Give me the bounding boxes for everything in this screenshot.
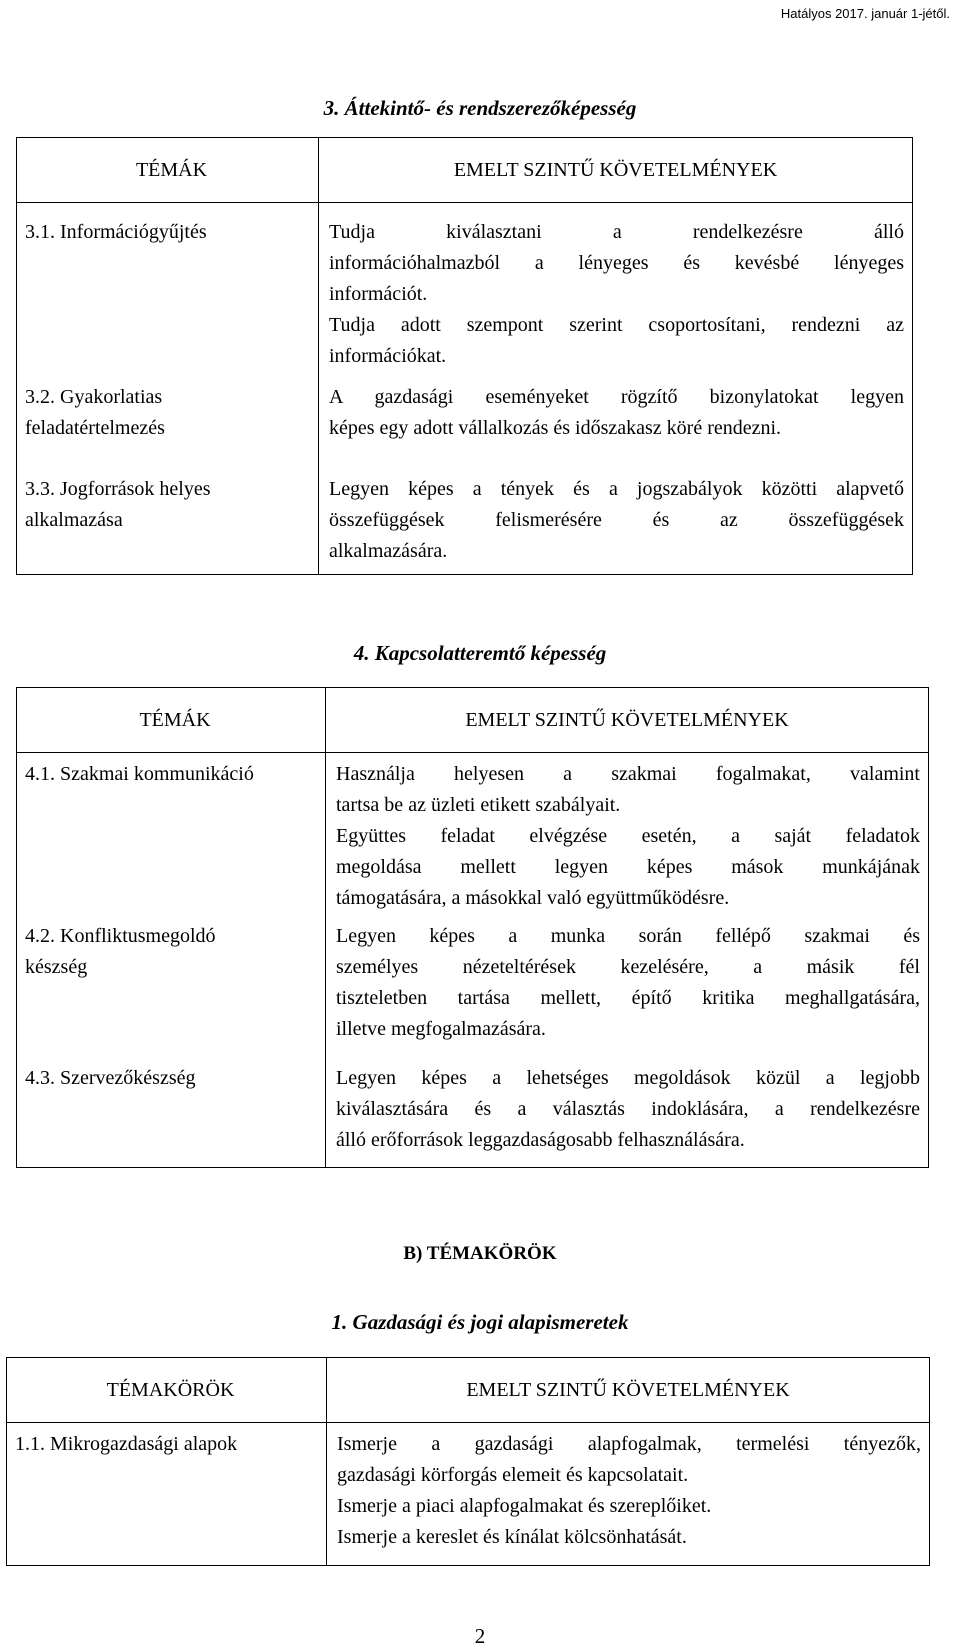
section-b1-title: 1. Gazdasági és jogi alapismeretek	[331, 1310, 629, 1334]
topic-cell	[17, 203, 319, 373]
topic-cell	[17, 372, 319, 472]
topic-cell	[17, 472, 319, 575]
requirement-line: Legyen képes a tények és a jogszabályok közötti alapvető	[329, 478, 904, 500]
topic-line: 4.1. Szakmai kommunikáció	[25, 763, 254, 785]
validity-note: Hatályos 2017. január 1-jétől.	[780, 6, 950, 21]
table-row	[17, 203, 913, 373]
requirement-line: Ismerje a gazdasági alapfogalmak, termelési tényezők,	[337, 1433, 921, 1455]
requirement-line: képes egy adott vállalkozás és időszakasz köré rendezni.	[329, 417, 782, 439]
requirement-line: gazdasági körforgás elemeit és kapcsolatait.	[337, 1464, 689, 1486]
requirement-cell	[326, 919, 929, 1061]
requirement-line: megoldása mellett legyen képes mások munkájának	[336, 856, 920, 878]
topic-cell	[17, 753, 326, 920]
page-number: 2	[474, 1624, 486, 1648]
topic-line: 3.1. Információgyűjtés	[25, 221, 207, 243]
requirement-line: Együttes feladat elvégzése esetén, a saját feladatok	[336, 825, 920, 847]
requirement-cell	[326, 1061, 929, 1168]
topic-line: 1.1. Mikrogazdasági alapok	[15, 1433, 238, 1455]
column-header-topics: TÉMÁK	[17, 138, 319, 203]
table-row	[17, 753, 929, 920]
requirement-line: Használja helyesen a szakmai fogalmakat, valamint	[336, 763, 920, 785]
topic-cell	[17, 919, 326, 1061]
requirement-line: Legyen képes a munka során fellépő szakmai és	[336, 925, 920, 947]
table-header-row	[7, 1358, 930, 1423]
requirement-line: kiválasztására és a választás indoklására, a rendelkezésre	[336, 1098, 920, 1120]
section-3-table	[16, 137, 913, 575]
part-b-title: B) TÉMAKÖRÖK	[403, 1243, 557, 1264]
topic-line: 4.2. Konfliktusmegoldó	[25, 925, 216, 947]
requirement-line: információhalmazból a lényeges és kevésbé lényeges	[329, 252, 904, 274]
requirement-cell	[327, 1423, 930, 1566]
topic-cell	[17, 1061, 326, 1168]
topic-line: készség	[25, 956, 88, 978]
requirement-line: Ismerje a piaci alapfogalmakat és szereplőiket.	[337, 1495, 712, 1517]
section-3-title: 3. Áttekintő- és rendszerezőképesség	[323, 96, 637, 120]
table-row	[7, 1423, 930, 1566]
column-header-requirements: EMELT SZINTŰ KÖVETELMÉNYEK	[327, 1358, 930, 1423]
table-row	[17, 919, 929, 1061]
column-header-requirements: EMELT SZINTŰ KÖVETELMÉNYEK	[326, 688, 929, 753]
table-header-row	[17, 138, 913, 203]
requirement-line: alkalmazására.	[329, 540, 448, 562]
requirement-cell	[319, 472, 913, 575]
requirement-line: Legyen képes a lehetséges megoldások közül a legjobb	[336, 1067, 920, 1089]
table-row	[17, 1061, 929, 1168]
requirement-line: A gazdasági eseményeket rögzítő bizonylatokat legyen	[329, 386, 904, 408]
table-row	[17, 372, 913, 472]
column-header-requirements: EMELT SZINTŰ KÖVETELMÉNYEK	[319, 138, 913, 203]
section-4-title: 4. Kapcsolatteremtő képesség	[353, 641, 607, 665]
topic-cell	[7, 1423, 327, 1566]
topic-line: 4.3. Szervezőkészség	[25, 1067, 196, 1089]
section-b1-table	[6, 1357, 930, 1566]
requirement-cell	[326, 753, 929, 920]
table-row	[17, 472, 913, 575]
requirement-line: összefüggések felismerésére és az összefüggések	[329, 509, 904, 531]
topic-line: 3.3. Jogforrások helyes	[25, 478, 211, 500]
requirement-line: támogatására, a másokkal való együttműködésre.	[336, 887, 730, 909]
requirement-cell	[319, 372, 913, 472]
topic-line: alkalmazása	[25, 509, 123, 531]
topic-line: feladatértelmezés	[25, 417, 165, 439]
column-header-topics: TÉMÁK	[17, 688, 326, 753]
requirement-line: Ismerje a kereslet és kínálat kölcsönhatását.	[337, 1526, 687, 1548]
topic-line: 3.2. Gyakorlatias	[25, 386, 163, 408]
section-4-table	[16, 687, 929, 1168]
requirement-line: tiszteletben tartása mellett, építő kritika meghallgatására,	[336, 987, 920, 1009]
requirement-line: tartsa be az üzleti etikett szabályait.	[336, 794, 621, 816]
column-header-topic-areas: TÉMAKÖRÖK	[7, 1358, 327, 1423]
requirement-line: álló erőforrások leggazdaságosabb felhasználására.	[336, 1129, 745, 1151]
requirement-cell	[319, 203, 913, 373]
requirement-line: illetve megfogalmazására.	[336, 1018, 546, 1040]
requirement-line: információt.	[329, 283, 428, 305]
requirement-line: személyes nézeteltérések kezelésére, a másik fél	[336, 956, 920, 978]
table-header-row	[17, 688, 929, 753]
requirement-line: Tudja adott szempont szerint csoportosítani, rendezni az	[329, 314, 904, 336]
requirement-line: Tudja kiválasztani a rendelkezésre álló	[329, 221, 904, 243]
requirement-line: információkat.	[329, 345, 447, 367]
